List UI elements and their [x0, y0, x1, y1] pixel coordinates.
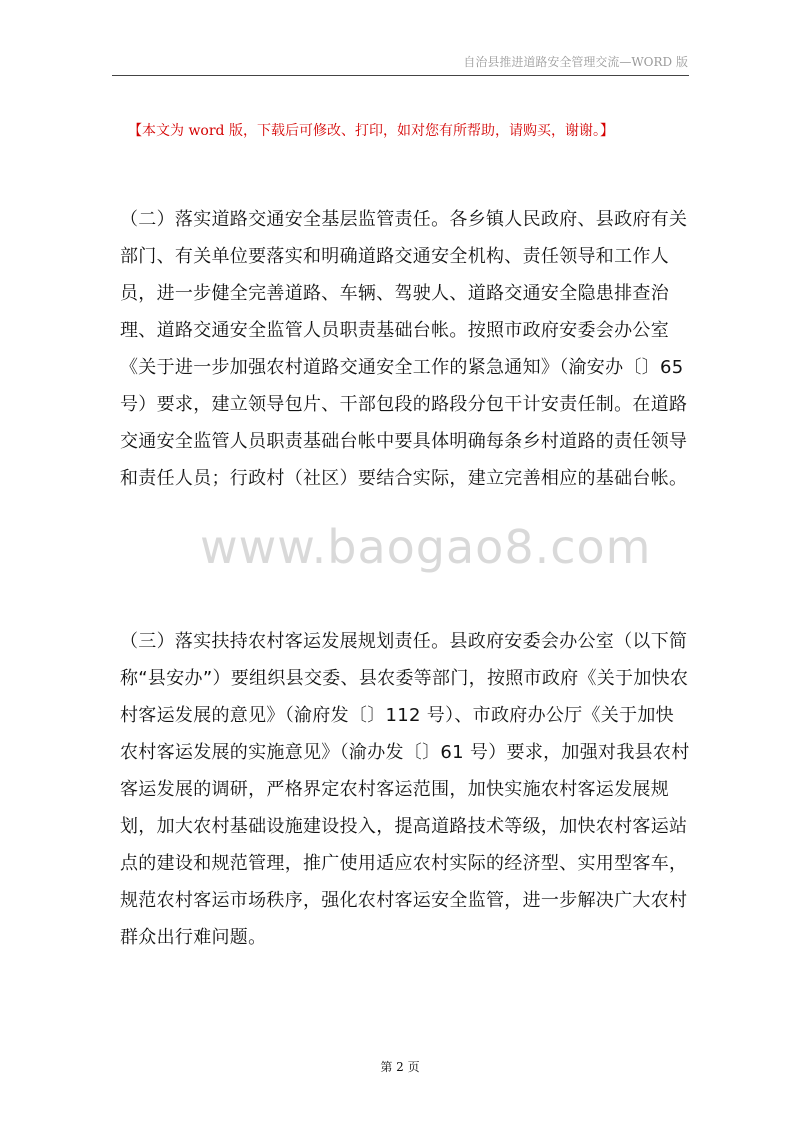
document-header-title: 自治县推进道路安全管理交流—WORD 版 [463, 55, 688, 69]
header-divider [112, 75, 689, 76]
purchase-notice: 【本文为 word 版，下载后可修改、打印，如对您有所帮助，请购买，谢谢。】 [128, 123, 614, 139]
body-paragraph-2: （二）落实道路交通安全基层监管责任。各乡镇人民政府、县政府有关部门、有关单位要落实和明确道路交通安全机构、责任领导和工作人员，进一步健全完善道路、车辆、驾驶人、道路交通安全隐患排查治理、道路交通安全监管人员职责基础台帐。按照市政府安委会办公室《关于进一步加强农村道路交通安全工作的紧急通知》（渝安办〔〕65 号）要求，建立领导包片、干部包段的路段分包干计安责任制。在道路交通安全监管人员职责基础台帐中要具体明确每条乡村道路的责任领导和责任人员；行政村（社区）要结合实际，建立完善相应的基础台帐。 [120, 209, 688, 489]
page-number: 第 2 页 [380, 1060, 420, 1074]
watermark: www.baogao8.com [200, 520, 652, 574]
body-paragraph-3: （三）落实扶持农村客运发展规划责任。县政府安委会办公室（以下简称“县安办”）要组织县交委、县农委等部门，按照市政府《关于加快农村客运发展的意见》（渝府发〔〕112 号）、市政府办公厅《关于加快农村客运发展的实施意见》（渝办发〔〕61 号）要求，加强对我县农村客运发展的调研，严格界定农村客运范围，加快实施农村客运发展规划，加大农村基础设施建设投入，提高道路技术等级，加快农村客运站点的建设和规范管理，推广使用适应农村实际的经济型、实用型客车，规范农村客运市场秩序，强化农村客运安全监管，进一步解决广大农村群众出行难问题。 [120, 631, 690, 948]
